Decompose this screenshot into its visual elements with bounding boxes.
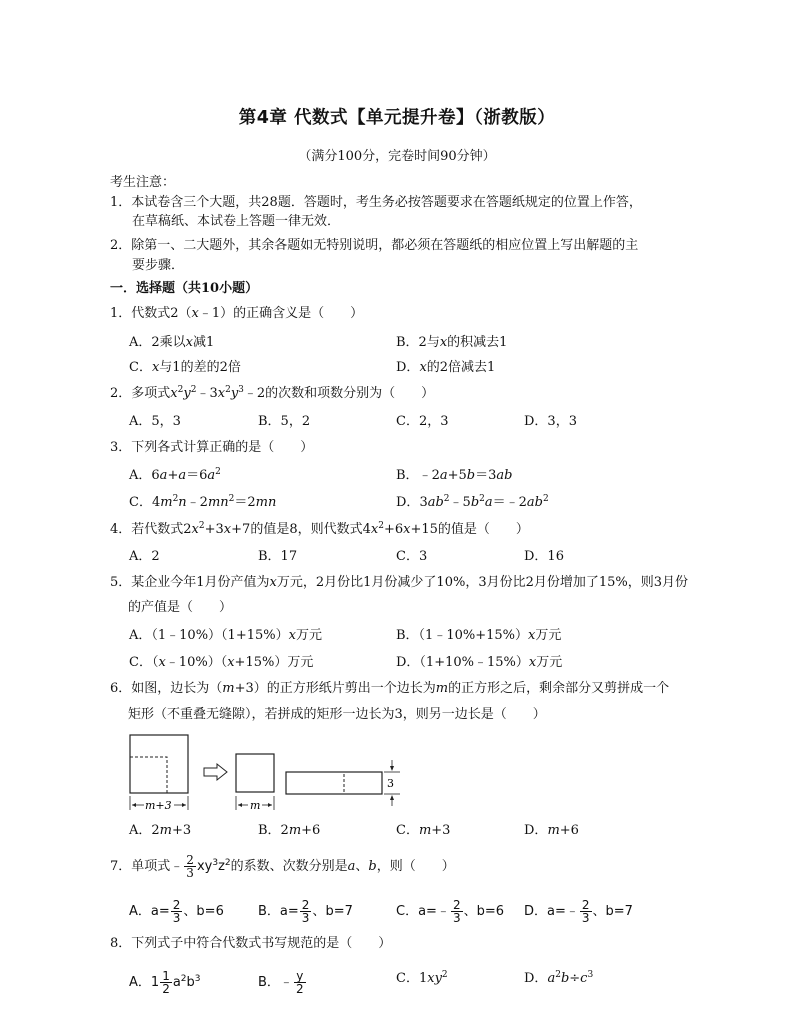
question-1-option-d[interactable]: D．x的2倍减去1 (396, 360, 496, 375)
notice-item-1-line-2: 在草稿纸、本试卷上答题一律无效． (132, 214, 341, 229)
section-heading: 一．选择题（共10小题） (110, 281, 259, 296)
question-3-option-c[interactable]: C．$4m^2n﹣2mn^2=2mn$ (129, 494, 277, 510)
question-7-option-a[interactable]: A．a= $\frac{2}{3}$ 、b=6 (129, 898, 224, 925)
question-8-option-c[interactable]: C．$1xy^2$ (396, 970, 448, 986)
question-4-option-b[interactable]: B．17 (258, 549, 298, 564)
page-subtitle: （满分100分，完卷时间90分钟） (298, 149, 496, 164)
question-1-option-a[interactable]: A．2乘以x减1 (129, 335, 215, 350)
question-7-option-d[interactable]: D．a=﹣ $\frac{2}{3}$ 、b=7 (524, 898, 633, 925)
question-3-option-d[interactable]: D．$3ab^2﹣5b^2a=﹣2ab^2$ (396, 494, 549, 510)
question-6-stem-line-1: 6．如图，边长为（m+3）的正方形纸片剪出一个边长为m的正方形之后，剩余部分又剪拼成一个 (110, 681, 670, 696)
question-6-option-c[interactable]: C．m+3 (396, 823, 451, 838)
question-2-option-c[interactable]: C．2，3 (396, 414, 449, 429)
figure-label-rect-side: 3 (387, 777, 394, 790)
question-5-stem-line-1: 5．某企业今年1月份产值为x万元，2月份比1月份减少了10%，3月份比2月份增加了15%，则3月份 (110, 575, 689, 590)
question-5-option-c[interactable]: C．（x﹣10%）（x+15%）万元 (129, 655, 314, 670)
question-4-option-d[interactable]: D．16 (524, 549, 564, 564)
question-8-option-a[interactable]: A．1 $\frac{1}{2}$ $a^2b^3$ (129, 969, 201, 996)
question-1-stem: 1．代数式2（x﹣1）的正确含义是（ ） (110, 306, 364, 321)
question-6-option-a[interactable]: A．2m+3 (129, 823, 192, 838)
question-5-option-b[interactable]: B．（1﹣10%+15%）x万元 (396, 628, 562, 643)
question-1-option-b[interactable]: B．2与x的积减去1 (396, 335, 508, 350)
question-5-stem-line-2: 的产值是（ ） (128, 600, 233, 615)
figure-label-small-side: m (250, 799, 261, 812)
question-8-option-b[interactable]: B．﹣ $\frac{y}{2}$ (258, 969, 304, 996)
question-6-option-b[interactable]: B．2m+6 (258, 823, 321, 838)
question-2-option-a[interactable]: A．5，3 (129, 414, 181, 429)
question-3-stem: 3．下列各式计算正确的是（ ） (110, 440, 314, 455)
question-2-option-b[interactable]: B．5，2 (258, 414, 311, 429)
question-6-option-d[interactable]: D．m+6 (524, 823, 579, 838)
figure-label-big-side: m+3 (145, 799, 172, 812)
question-5-option-a[interactable]: A．（1﹣10%）（1+15%）x万元 (129, 628, 322, 643)
question-6-stem-line-2: 矩形（不重叠无缝隙），若拼成的矩形一边长为3，则另一边长是（ ） (128, 707, 546, 722)
question-1-option-c[interactable]: C．x与1的差的2倍 (129, 360, 241, 375)
question-3-option-b[interactable]: B．﹣2a+5b＝3ab (396, 468, 513, 483)
question-7-option-c[interactable]: C．a=﹣ $\frac{2}{3}$ 、b=6 (396, 898, 505, 925)
question-5-option-d[interactable]: D．（1+10%﹣15%）x万元 (396, 655, 563, 670)
question-4-stem: 4．若代数式$2x^2+3x+7$的值是8，则代数式$4x^2+6x+15$的值是（ ） (110, 521, 529, 537)
question-6-figure (124, 730, 414, 816)
question-2-option-d[interactable]: D．3，3 (524, 414, 577, 429)
notice-item-1-line-1: 1．本试卷含三个大题，共28题．答题时，考生务必按答题要求在答题纸规定的位置上作答， (110, 195, 642, 210)
question-2-stem: 2．多项式$x^2y^2﹣3x^2y^3﹣2$的次数和项数分别为（ ） (110, 385, 435, 401)
notice-item-2-line-2: 要步骤． (132, 258, 185, 273)
notice-heading: 考生注意： (110, 175, 176, 190)
page-title: 第4章 代数式【单元提升卷】（浙教版） (238, 108, 556, 128)
question-8-stem: 8．下列式子中符合代数式书写规范的是（ ） (110, 936, 392, 951)
question-8-option-d[interactable]: D．$a^2b\div c^3$ (524, 970, 594, 986)
question-7-stem: 7．单项式﹣ $\frac{2}{3}$ $xy^3z^2$的系数、次数分别是a、b，则（ ） (110, 853, 455, 880)
question-7-option-b[interactable]: B．a= $\frac{2}{3}$ 、b=7 (258, 898, 353, 925)
question-4-option-a[interactable]: A．2 (129, 549, 160, 564)
notice-item-2-line-1: 2．除第一、二大题外，其余各题如无特别说明，都必须在答题纸的相应位置上写出解题的主 (110, 238, 639, 253)
question-4-option-c[interactable]: C．3 (396, 549, 428, 564)
question-3-option-a[interactable]: A．$6a+a=6a^2$ (129, 467, 221, 483)
